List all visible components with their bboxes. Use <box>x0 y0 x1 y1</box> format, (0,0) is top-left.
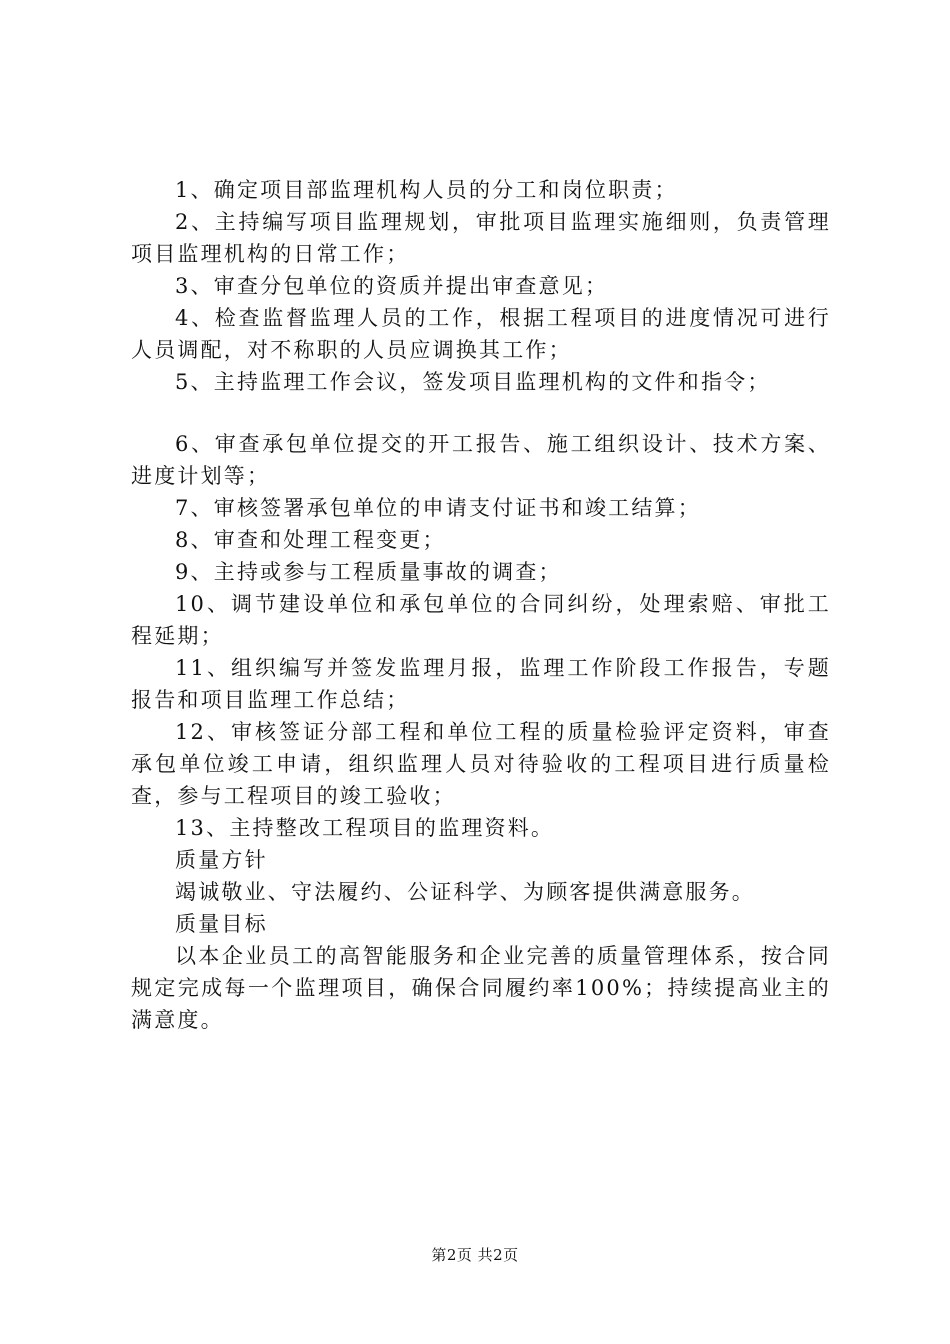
quality-goal-text: 以本企业员工的高智能服务和企业完善的质量管理体系，按合同规定完成每一个监理项目，确保合同履约率100%；持续提高业主的满意度。 <box>131 944 831 1032</box>
duty-item-9: 9、主持或参与工程质量事故的调查； <box>175 560 562 584</box>
duty-item-4: 4、检查监督监理人员的工作，根据工程项目的进度情况可进行人员调配，对不称职的人员应调换其工作； <box>131 306 831 362</box>
duty-item-7: 7、审核签署承包单位的申请支付证书和竣工结算； <box>175 496 701 520</box>
duty-item-5: 5、主持监理工作会议，签发项目监理机构的文件和指令； <box>175 370 771 394</box>
duty-item-1: 1、确定项目部监理机构人员的分工和岗位职责； <box>175 178 678 202</box>
quality-policy-text: 竭诚敬业、守法履约、公证科学、为顾客提供满意服务。 <box>175 880 755 904</box>
quality-policy-heading: 质量方针 <box>175 848 268 872</box>
duty-item-12: 12、审核签证分部工程和单位工程的质量检验评定资料，审查承包单位竣工申请，组织监理人员对待验收的工程项目进行质量检查，参与工程项目的竣工验收； <box>131 720 831 808</box>
duty-item-13: 13、主持整改工程项目的监理资料。 <box>175 816 555 840</box>
document-body <box>131 174 831 1036</box>
duty-item-10: 10、调节建设单位和承包单位的合同纠纷，处理索赔、审批工程延期； <box>131 592 831 648</box>
page-footer: 第2页 共2页 <box>431 1246 519 1264</box>
duty-item-11: 11、组织编写并签发监理月报，监理工作阶段工作报告，专题报告和项目监理工作总结； <box>131 656 831 712</box>
quality-goal-heading: 质量目标 <box>175 912 268 936</box>
duty-item-6: 6、审查承包单位提交的开工报告、施工组织设计、技术方案、进度计划等； <box>131 432 831 488</box>
duty-item-2: 2、主持编写项目监理规划，审批项目监理实施细则，负责管理项目监理机构的日常工作； <box>131 210 831 266</box>
duty-item-3: 3、审查分包单位的资质并提出审查意见； <box>175 274 609 298</box>
duty-item-8: 8、审查和处理工程变更； <box>175 528 446 552</box>
